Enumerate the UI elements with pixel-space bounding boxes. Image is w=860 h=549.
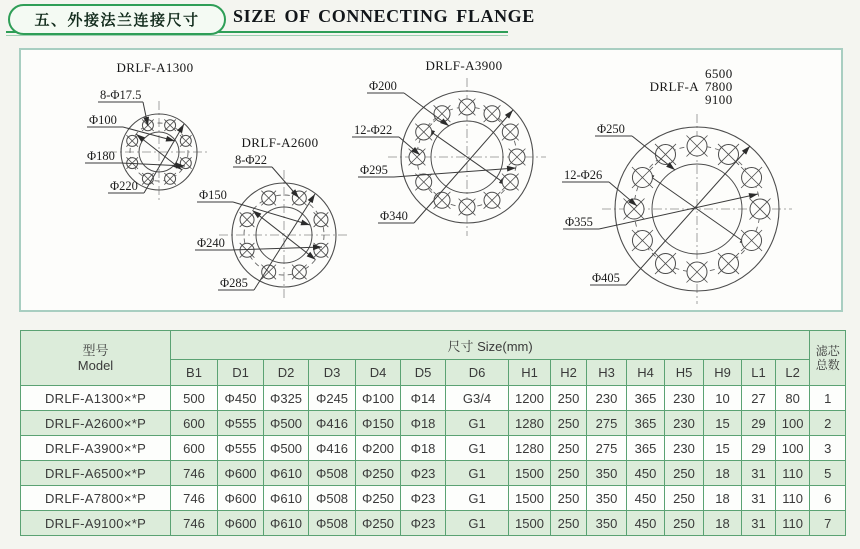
col-header-h9: H9 (704, 360, 742, 386)
size-cell: 500 (171, 386, 218, 411)
table-row (21, 511, 846, 536)
col-header-d2: D2 (264, 360, 309, 386)
size-cell: 450 (627, 486, 665, 511)
size-cell: Φ18 (401, 436, 446, 461)
size-cell: 100 (776, 411, 810, 436)
size-cell: 600 (171, 411, 218, 436)
model-cell: DRLF-A1300×*P (21, 386, 171, 411)
col-header-h2: H2 (551, 360, 587, 386)
size-cell: 10 (704, 386, 742, 411)
flange-drawings-panel (19, 48, 843, 312)
size-cell: Φ555 (218, 411, 264, 436)
size-cell: 29 (742, 436, 776, 461)
size-cell: Φ245 (309, 386, 356, 411)
size-cell: 250 (551, 486, 587, 511)
col-header-h3: H3 (587, 360, 627, 386)
col-header-h5: H5 (665, 360, 704, 386)
size-cell: 450 (627, 511, 665, 536)
size-cell: 450 (627, 461, 665, 486)
flange-drawing-DRLF-A2600 (195, 135, 349, 300)
size-cell: 15 (704, 436, 742, 461)
col-header-b1: B1 (171, 360, 218, 386)
size-cell: 250 (551, 511, 587, 536)
flange-title: DRLF-A2600 (241, 135, 319, 150)
col-header-d1: D1 (218, 360, 264, 386)
dimension-label: Φ100 (89, 113, 117, 127)
size-cell: 250 (551, 386, 587, 411)
size-cell: Φ508 (309, 461, 356, 486)
flange-title-size: 6500 (705, 66, 733, 81)
size-cell: G3/4 (446, 386, 509, 411)
size-cell: Φ508 (309, 486, 356, 511)
size-cell: 1280 (509, 436, 551, 461)
flange-title-size: 7800 (705, 79, 733, 94)
size-cell: 746 (171, 461, 218, 486)
size-cell: 18 (704, 486, 742, 511)
size-cell: G1 (446, 411, 509, 436)
filter-count-header-line1: 滤芯 (815, 344, 840, 358)
model-header-cn: 型号 (82, 343, 109, 358)
size-cell: 1200 (509, 386, 551, 411)
size-cell: 250 (665, 511, 704, 536)
size-cell: 250 (551, 411, 587, 436)
col-header-h4: H4 (627, 360, 665, 386)
size-cell: 1500 (509, 511, 551, 536)
flange-drawing-DRLF-A3900 (352, 58, 546, 236)
size-cell: 230 (587, 386, 627, 411)
page-header (0, 0, 860, 44)
model-header-en: Model (77, 358, 114, 373)
size-cell: G1 (446, 486, 509, 511)
size-cell: Φ100 (356, 386, 401, 411)
flange-drawing-DRLF-A6500-7800-9100 (562, 66, 792, 304)
size-cell: 110 (776, 486, 810, 511)
size-cell: 31 (742, 486, 776, 511)
size-cell: 250 (551, 436, 587, 461)
size-cell: 15 (704, 411, 742, 436)
size-cell: 350 (587, 511, 627, 536)
size-cell: 18 (704, 511, 742, 536)
flange-drawings (21, 50, 837, 306)
size-cell: Φ500 (264, 436, 309, 461)
size-cell: 31 (742, 511, 776, 536)
table-row (21, 436, 846, 461)
dimension-label: Φ200 (369, 79, 397, 93)
size-cell: 365 (627, 386, 665, 411)
size-cell: 250 (665, 461, 704, 486)
table-row (21, 486, 846, 511)
flange-size-table (20, 330, 846, 536)
table-row (21, 461, 846, 486)
dimension-label: Φ405 (592, 271, 620, 285)
model-cell: DRLF-A9100×*P (21, 511, 171, 536)
table-row (21, 411, 846, 436)
size-cell: 1500 (509, 461, 551, 486)
size-cell: 250 (665, 486, 704, 511)
size-cell: 350 (587, 486, 627, 511)
dimension-label: Φ240 (197, 236, 225, 250)
size-cell: Φ18 (401, 411, 446, 436)
dimension-label: 12-Φ26 (564, 168, 603, 182)
flange-drawing-DRLF-A1300 (85, 60, 210, 203)
size-cell: 1280 (509, 411, 551, 436)
col-header-d4: D4 (356, 360, 401, 386)
size-cell: 29 (742, 411, 776, 436)
size-cell: 110 (776, 511, 810, 536)
col-header-d6: D6 (446, 360, 509, 386)
size-cell: G1 (446, 461, 509, 486)
dimension-label: Φ250 (597, 122, 625, 136)
size-cell: Φ610 (264, 461, 309, 486)
filter-count-cell: 6 (810, 486, 846, 511)
col-header-l2: L2 (776, 360, 810, 386)
dimension-label: Φ285 (220, 276, 248, 290)
size-cell: 365 (627, 411, 665, 436)
size-cell: 230 (665, 436, 704, 461)
dimension-label: Φ180 (87, 149, 115, 163)
table-row (21, 386, 846, 411)
model-cell: DRLF-A7800×*P (21, 486, 171, 511)
size-cell: Φ250 (356, 511, 401, 536)
size-cell: Φ250 (356, 486, 401, 511)
size-cell: 230 (665, 411, 704, 436)
size-cell: Φ610 (264, 486, 309, 511)
dimension-label: 8-Φ22 (235, 153, 268, 167)
size-cell: 100 (776, 436, 810, 461)
size-cell: 110 (776, 461, 810, 486)
size-cell: Φ250 (356, 461, 401, 486)
size-cell: Φ600 (218, 511, 264, 536)
size-cell: 365 (627, 436, 665, 461)
dimension-label: Φ295 (360, 163, 388, 177)
dimension-label: 8-Φ17.5 (100, 88, 142, 102)
dimension-label: Φ150 (199, 188, 227, 202)
filter-count-cell: 3 (810, 436, 846, 461)
size-cell: Φ23 (401, 461, 446, 486)
filter-count-cell: 2 (810, 411, 846, 436)
size-cell: 275 (587, 411, 627, 436)
size-cell: 18 (704, 461, 742, 486)
size-cell: 80 (776, 386, 810, 411)
size-cell: Φ23 (401, 486, 446, 511)
size-cell: 350 (587, 461, 627, 486)
size-cell: 31 (742, 461, 776, 486)
size-cell: Φ325 (264, 386, 309, 411)
flange-title-size: 9100 (705, 92, 733, 107)
filter-count-cell: 1 (810, 386, 846, 411)
col-header-h1: H1 (509, 360, 551, 386)
section-title-chinese: 五、外接法兰连接尺寸 (8, 4, 226, 35)
flange-title: DRLF-A (649, 79, 699, 94)
flange-title: DRLF-A3900 (425, 58, 503, 73)
dimension-label: Φ220 (110, 179, 138, 193)
flange-title: DRLF-A1300 (116, 60, 194, 75)
filter-count-cell: 7 (810, 511, 846, 536)
size-cell: 746 (171, 486, 218, 511)
size-cell: Φ23 (401, 511, 446, 536)
model-cell: DRLF-A2600×*P (21, 411, 171, 436)
filter-count-header-line2: 总数 (815, 358, 840, 372)
size-cell: Φ450 (218, 386, 264, 411)
size-cell: 746 (171, 511, 218, 536)
size-cell: Φ200 (356, 436, 401, 461)
size-cell: 600 (171, 436, 218, 461)
size-group-header: 尺寸 Size(mm) (171, 331, 810, 360)
size-cell: Φ555 (218, 436, 264, 461)
size-cell: G1 (446, 436, 509, 461)
model-column-header (21, 331, 171, 386)
size-cell: 250 (551, 461, 587, 486)
size-cell: G1 (446, 511, 509, 536)
size-cell: 275 (587, 436, 627, 461)
size-cell: Φ600 (218, 486, 264, 511)
dimension-label: Φ355 (565, 215, 593, 229)
size-cell: Φ416 (309, 411, 356, 436)
size-cell: Φ508 (309, 511, 356, 536)
size-cell: Φ416 (309, 436, 356, 461)
model-cell: DRLF-A6500×*P (21, 461, 171, 486)
dimension-label: Φ340 (380, 209, 408, 223)
model-cell: DRLF-A3900×*P (21, 436, 171, 461)
size-cell: 1500 (509, 486, 551, 511)
filter-count-header (810, 331, 846, 386)
size-cell: Φ150 (356, 411, 401, 436)
filter-count-cell: 5 (810, 461, 846, 486)
size-cell: Φ600 (218, 461, 264, 486)
col-header-d5: D5 (401, 360, 446, 386)
col-header-l1: L1 (742, 360, 776, 386)
size-cell: 230 (665, 386, 704, 411)
size-cell: Φ500 (264, 411, 309, 436)
dimension-label: 12-Φ22 (354, 123, 393, 137)
page-title: SIZE OF CONNECTING FLANGE (233, 6, 535, 26)
size-cell: 27 (742, 386, 776, 411)
size-cell: Φ610 (264, 511, 309, 536)
col-header-d3: D3 (309, 360, 356, 386)
size-cell: Φ14 (401, 386, 446, 411)
